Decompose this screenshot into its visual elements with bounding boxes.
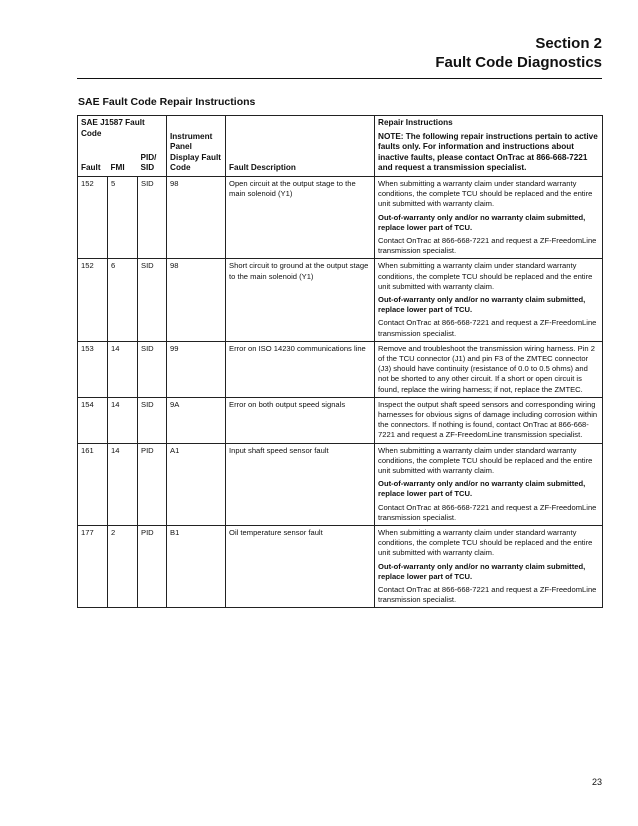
repair-text: When submitting a warranty claim under standard warranty conditions, the complete TCU should be replaced and the entire unit submitted with warranty claim.	[378, 445, 593, 476]
fault-code-table	[77, 115, 603, 608]
header-rule	[77, 78, 602, 79]
repair-contact-text: Contact OnTrac at 866-668-7221 and request a ZF-FreedomLine transmission specialist.	[378, 318, 597, 338]
fault-cell: 161	[78, 443, 108, 525]
repair-text: Inspect the output shaft speed sensors and corresponding wiring harnesses for obvious signs of damage including corrosion within the connectors. If nothing is found, contact OnTrac at 866-668-7221 and request a ZF-FreedomLine transmission specialist.	[378, 399, 598, 440]
page-number: 23	[591, 777, 602, 787]
fault-cell: 152	[78, 176, 108, 258]
repair-cell	[375, 397, 603, 443]
description-cell: Short circuit to ground at the output stage to the main solenoid (Y1)	[226, 259, 375, 341]
repair-cell	[375, 526, 603, 608]
panel-code-cell: 9A	[167, 397, 226, 443]
fmi-cell: 14	[108, 443, 138, 525]
fault-cell: 177	[78, 526, 108, 608]
table-row	[78, 176, 603, 258]
pid-sid-cell: SID	[138, 176, 167, 258]
repair-contact-text: Contact OnTrac at 866-668-7221 and request a ZF-FreedomLine transmission specialist.	[378, 502, 597, 522]
panel-code-header: Instrument Panel Display Fault Code	[167, 116, 226, 177]
repair-text: When submitting a warranty claim under standard warranty conditions, the complete TCU should be replaced and the entire unit submitted with warranty claim.	[378, 178, 593, 209]
repair-note: NOTE: The following repair instructions pertain to active faults only. For information and instructions about inactive faults, please contact OnTrac at 866-668-7221 and request a transmission specialist.	[378, 131, 598, 173]
repair-contact-text: Contact OnTrac at 866-668-7221 and request a ZF-FreedomLine transmission specialist.	[378, 235, 597, 256]
repair-instructions-label: Repair Instructions	[378, 118, 453, 127]
table-header-row	[78, 116, 603, 146]
repair-text-bold: Out-of-warranty only and/or no warranty claim submitted, replace lower part of TCU.	[378, 479, 586, 499]
fmi-cell: 6	[108, 259, 138, 341]
fmi-cell: 2	[108, 526, 138, 608]
table-row	[78, 341, 603, 397]
repair-cell	[375, 341, 603, 397]
repair-contact-text: Contact OnTrac at 866-668-7221 and request a ZF-FreedomLine transmission specialist.	[378, 585, 597, 605]
fmi-cell: 14	[108, 341, 138, 397]
pid-sid-header: PID/ SID	[138, 146, 167, 176]
table-row	[78, 259, 603, 341]
repair-text: When submitting a warranty claim under standard warranty conditions, the complete TCU should be replaced and the entire unit submitted with warranty claim.	[378, 528, 593, 558]
fault-cell: 153	[78, 341, 108, 397]
description-cell: Open circuit at the output stage to the main solenoid (Y1)	[226, 176, 375, 258]
table-row	[78, 397, 603, 443]
page-header	[435, 34, 602, 72]
fmi-cell: 14	[108, 397, 138, 443]
sae-j1587-group-header: SAE J1587 Fault Code	[78, 116, 167, 146]
pid-sid-cell: SID	[138, 341, 167, 397]
panel-code-cell: 98	[167, 176, 226, 258]
fmi-header: FMI	[108, 146, 138, 176]
pid-sid-cell: SID	[138, 397, 167, 443]
repair-cell	[375, 176, 603, 258]
repair-text: When submitting a warranty claim under standard warranty conditions, the complete TCU should be replaced and the entire unit submitted with warranty claim.	[378, 261, 593, 291]
page-title: Fault Code Diagnostics	[435, 54, 602, 71]
pid-sid-cell: PID	[138, 443, 167, 525]
repair-cell	[375, 259, 603, 341]
fault-cell: 152	[78, 259, 108, 341]
description-cell: Error on ISO 14230 communications line	[226, 341, 375, 397]
table-row	[78, 526, 603, 608]
description-cell: Oil temperature sensor fault	[226, 526, 375, 608]
description-cell: Error on both output speed signals	[226, 397, 375, 443]
section-label: Section 2	[535, 35, 602, 52]
repair-text-bold: Out-of-warranty only and/or no warranty claim submitted, replace lower part of TCU.	[378, 295, 586, 315]
fault-cell: 154	[78, 397, 108, 443]
table-row	[78, 443, 603, 525]
panel-code-cell: 99	[167, 341, 226, 397]
repair-text-bold: Out-of-warranty only and/or no warranty claim submitted, replace lower part of TCU.	[378, 561, 586, 581]
panel-code-cell: A1	[167, 443, 226, 525]
repair-instructions-header	[375, 116, 603, 177]
repair-cell	[375, 443, 603, 525]
description-cell: Input shaft speed sensor fault	[226, 443, 375, 525]
pid-sid-cell: SID	[138, 259, 167, 341]
panel-code-cell: 98	[167, 259, 226, 341]
fmi-cell: 5	[108, 176, 138, 258]
repair-text: Remove and troubleshoot the transmission wiring harness. Pin 2 of the TCU connector (J1) and pin F3 of the ZMTEC connector (J3) should have continuity (resistance of 0.0 to 0.5 ohms) and not be shorted to any other circuit. If a short or open circuit is found, replace the wiring harness; if not, replace the ZMTEC.	[378, 343, 595, 394]
panel-code-cell: B1	[167, 526, 226, 608]
table-title: SAE Fault Code Repair Instructions	[78, 96, 256, 108]
pid-sid-cell: PID	[138, 526, 167, 608]
repair-text-bold: Out-of-warranty only and/or no warranty claim submitted, replace lower part of TCU.	[378, 212, 586, 232]
fault-header: Fault	[78, 146, 108, 176]
fault-description-header: Fault Description	[226, 116, 375, 177]
